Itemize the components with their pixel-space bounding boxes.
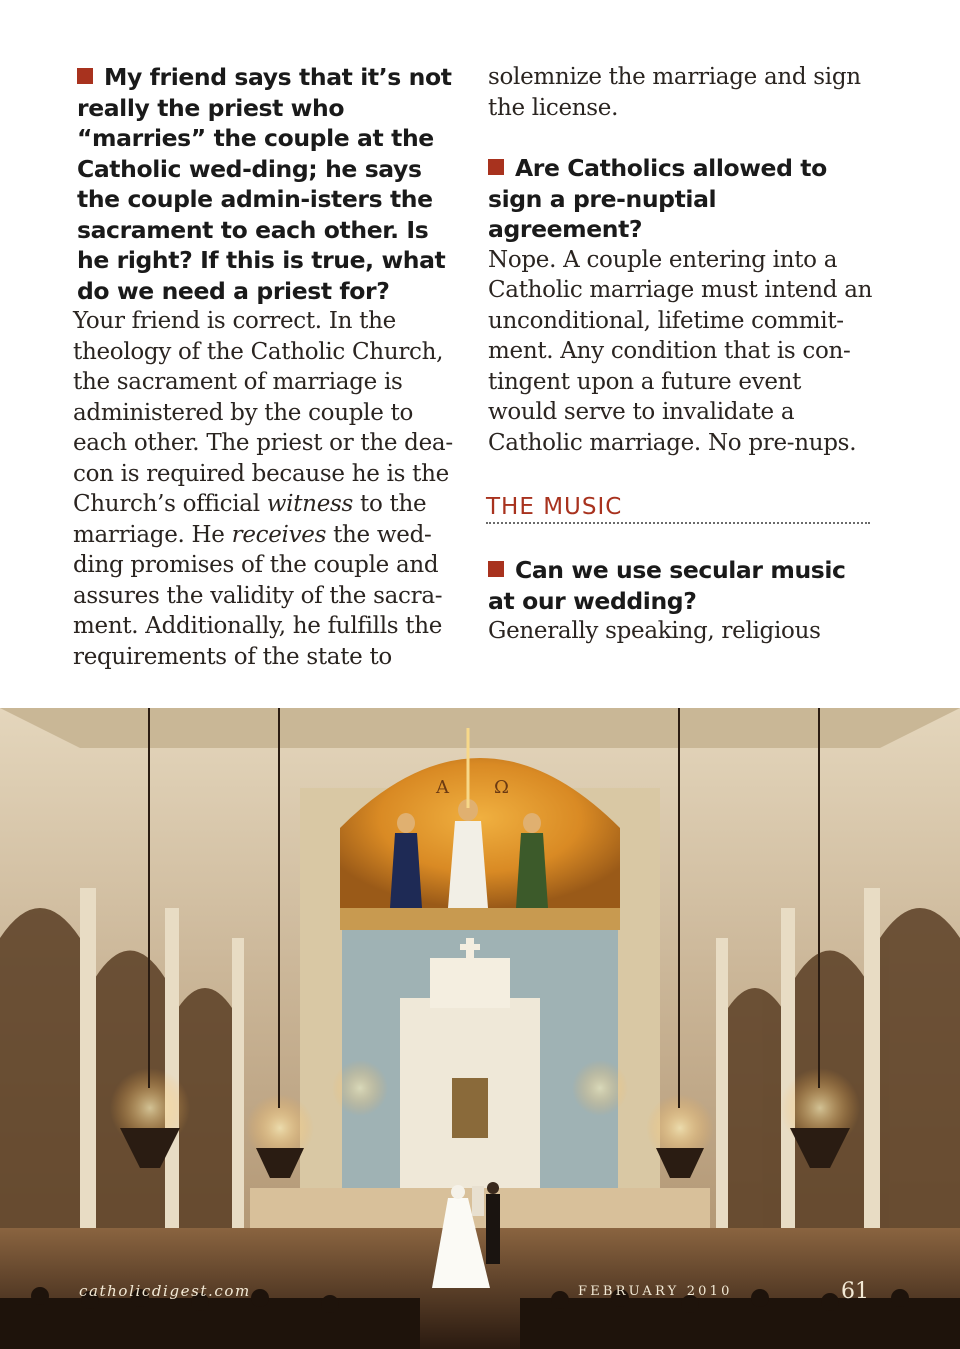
answer-priest: Your friend is correct. In the theology of the Catholic Church, the sacrament of marriage is administered by the couple to each other. The priest or the dea-con is required because he is the Church’s official witness to the marriage. He receives the wed-ding promises of the couple and assures the validity of the sacra-ment. Additionally, he fulfills the requirements of the state to bbox=[73, 308, 453, 670]
alpha-letter: A bbox=[436, 777, 449, 798]
question-prenup: Are Catholics allowed to sign a pre-nuptial agreement? bbox=[488, 154, 827, 243]
question-priest-text: My friend says that it’s not really the priest who “marries” the couple at the Catholic wed-ding; he says the couple admin-isters the sacrament to each other. Is he right? If this is true, what do we need a priest for? bbox=[77, 63, 452, 305]
answer-continuation: solemnize the marriage and sign the license. bbox=[488, 64, 861, 121]
square-bullet-icon bbox=[488, 561, 504, 577]
question-music: Can we use secular music at our wedding? bbox=[488, 556, 846, 615]
footer-issue-date: FEBRUARY 2010 bbox=[578, 1284, 733, 1299]
question-priest bbox=[77, 62, 462, 306]
answer-prenup: Nope. A couple entering into a Catholic marriage must intend an unconditional, lifetime commit-ment. Any condition that is con-tingent upon a future event would serve to invalidate a Catholic marriage. No pre-nups. bbox=[488, 246, 873, 456]
section-heading-music: THE MUSIC bbox=[486, 494, 870, 524]
omega-letter: Ω bbox=[494, 777, 509, 798]
emphasis-witness: witness bbox=[266, 491, 354, 517]
right-column bbox=[488, 62, 873, 458]
answer-music: Generally speaking, religious bbox=[488, 618, 821, 644]
left-column bbox=[73, 62, 462, 672]
square-bullet-icon bbox=[77, 68, 93, 84]
church-interior-illustration bbox=[0, 708, 960, 1349]
emphasis-receives: receives bbox=[231, 521, 327, 548]
church-wedding-photo bbox=[0, 708, 960, 1349]
square-bullet-icon bbox=[488, 159, 504, 175]
page-number: 61 bbox=[841, 1279, 869, 1304]
footer-website: catholicdigest.com bbox=[79, 1282, 251, 1300]
